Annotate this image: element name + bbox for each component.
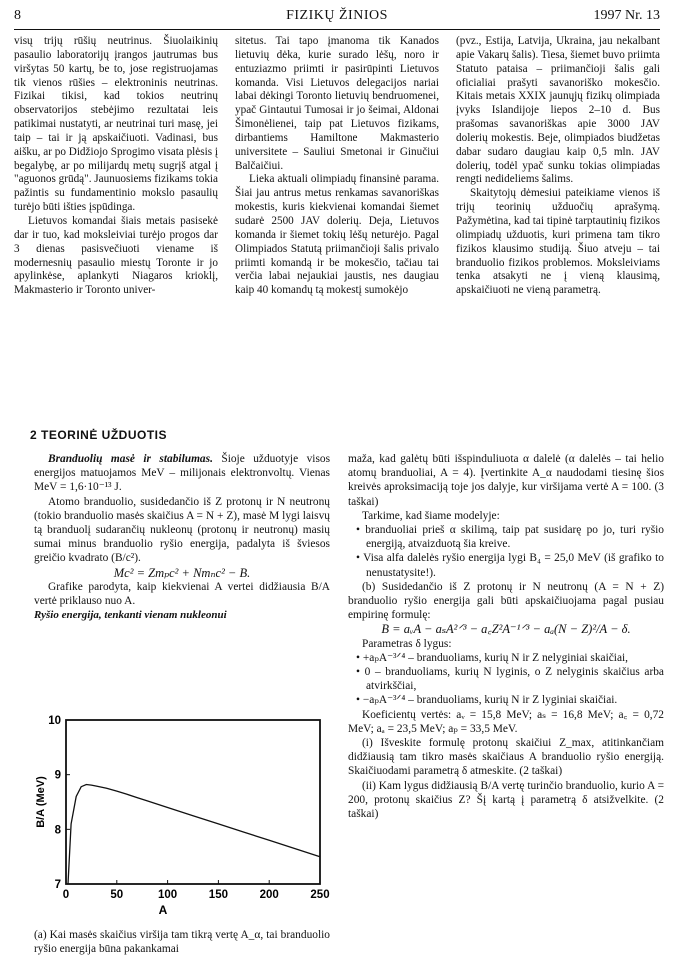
x-tick-label: 50 — [110, 889, 124, 901]
paragraph-heading: Branduolių masė ir stabilumas. — [48, 453, 213, 465]
binding-energy-chart — [34, 712, 330, 924]
caption: (a) Kai masės skaičius viršija tam tikrą vertę A_α, tai branduolio ryšio energija būna pakankamai — [34, 929, 330, 955]
y-tick-label: 9 — [54, 769, 61, 782]
paragraph: (i) Išveskite formulę protonų skaičiui Z_max, atitinkančiam didžiausią tam tikro masės skaičiaus A branduolio ryšio energiją. Skaičiuodami parametrą δ atmeskite. (2 taškai) — [348, 737, 664, 778]
semi-empirical-formula: B = aᵥA − aₛA²ᐟ³ − a꜀Z²A⁻¹ᐟ³ − aₐ(N − Z)²/A − δ. — [381, 622, 631, 637]
paragraph: (b) Susidedančio iš Z protonų ir N neutronų (A = N + Z) branduolio ryšio energija gali būti apskaičiuojama pagal pusiau empirinę formulę: — [348, 580, 664, 622]
y-tick-label: 8 — [54, 824, 61, 837]
list-item: • −aₚA⁻³ᐟ⁴ – branduoliams, kurių N ir Z lyginiai skaičiai. — [356, 694, 618, 707]
top-column-3 — [456, 35, 660, 298]
header-rule — [14, 29, 660, 30]
chart-ticks — [48, 715, 329, 901]
x-tick-label: 0 — [62, 889, 70, 901]
list-item: • 0 – branduoliams, kurių N lyginis, o Z nelyginis skaičius arba atvirkščiai, — [356, 666, 664, 693]
page-number: 8 — [14, 8, 21, 23]
x-tick-label: 250 — [310, 889, 330, 901]
list-item: • +aₚA⁻³ᐟ⁴ – branduoliams, kurių N ir Z nelyginiai skaičiai, — [356, 651, 629, 664]
plot-frame — [66, 720, 320, 884]
x-tick-label: 150 — [208, 889, 228, 901]
y-axis-label: B/A (MeV) — [35, 776, 47, 828]
issue-label: 1997 Nr. 13 — [593, 8, 660, 23]
x-axis-label: A — [158, 903, 168, 917]
right-column — [348, 452, 664, 821]
section-heading: 2 TEORINĖ UŽDUOTIS — [30, 428, 168, 442]
paragraph: Atomo branduolio, susidedančio iš Z protonų ir N neutronų (tokio branduolio masės skaičius A = N + Z), masė M lygi laisvų tą branduolį sudarančių nukleonų (protonų ir neutronų) masių sumai minus branduolio ryšio energija, padalyta iš šviesos greičio kvadrato (B/c²). — [34, 495, 330, 565]
paragraph: (pvz., Estija, Latvija, Ukraina, jau nekalbant apie Vakarų šalis). Tiesa, šiemet buvo priimta Statuto pataisa – priimančioji šalis gali oficialiai prašyti savanoriško mokesčio. Kitais metais XXIX jaunųjų fizikų olimpiada įvyks Islandijoje liepos 2–10 d. Bus prašomas savanoriškas apie 3000 JAV dolerių mokestis. Beje, olimpiados biudžetas dabar sudaro daugiau kaip 0,5 mln. JAV dolerių, todėl ypač sunku tokias olimpiadas rengti nedideliems šalims. — [456, 35, 660, 186]
x-tick-label: 200 — [259, 889, 279, 901]
paragraph: Parametras δ lygus: — [362, 637, 452, 650]
y-tick-label: 10 — [48, 715, 61, 727]
paragraph: Grafike parodyta, kaip kiekvienai A vertei didžiausia B/A vertė priklauso nuo A. — [34, 580, 330, 608]
top-column-2 — [235, 35, 439, 298]
paragraph: Lieka aktuali olimpiadų finansinė parama. Šiai jau antrus metus renkamas savanoriškas mokestis, kuris kiekvienai komandai šiemet sudarė 2500 JAV dolerių. Deja, Lietuvos komanda ir šiemet tokių lėšų neturėjo. Pagal Olimpiados Statutą priimančioji šalis privalo priimti komandą ir be mokesčio, tačiau tai verčia labai nejaukiai jaustis, nes daugiau kaip 40 komandų tą mokestį sumokėjo — [235, 173, 439, 297]
mass-equation: Mc² = Zmₚc² + Nmₙc² − B. — [113, 565, 251, 580]
figure-title: Ryšio energija, tenkanti vienam nukleonui — [34, 609, 227, 622]
binding-energy-curve — [68, 785, 320, 885]
x-tick-label: 100 — [158, 889, 178, 901]
paragraph: Skaitytojų dėmesiui pateikiame vienos iš trijų teorinių užduočių aprašymą. Pažymėtina, kad tai tipinė tarptautinių fizikos olimpiadų užduotis, kuri primena tam tikro fizikos klausimo studiją. Šiuo atveju – tai branduolio fizikos problemos. Moksleiviams tenka atsakyti ne į vieną klausimą, apskaičiuoti ne vieną parametrą. — [456, 187, 660, 297]
paragraph: sitetus. Tai tapo įmanoma tik Kanados lietuvių dėka, kurie surado lėšų, noro ir entuziazmo priimti ir pasirūpinti Lietuvos komanda. Visi Lietuvos delegacijos nariai labai dėkingi Toronto lietuvių bendruomenei, ypač Gintautui Tumosai ir jo šeimai, Aldonai Šimonėlienei, taip pat Lietuvos fizikams, dirbantiems Hamiltone Makmasterio universitete – Sauliui Smetonai ir Ginučiui Balčaičiui. — [235, 35, 439, 172]
journal-title: FIZIKŲ ŽINIOS — [286, 8, 388, 23]
left-column — [34, 452, 330, 622]
paragraph: Koeficientų vertės: aᵥ = 15,8 MeV; aₛ = 16,8 MeV; a꜀ = 0,72 MeV; aₐ = 23,5 MeV; aₚ = 33,5 MeV. — [348, 708, 664, 735]
top-column-1 — [14, 35, 218, 298]
paragraph: Tarkime, kad šiame modelyje: — [362, 509, 500, 522]
y-tick-label: 7 — [54, 879, 61, 891]
paragraph: (ii) Kam lygus didžiausią B/A vertę turinčio branduolio, kurio A = 200, protonų skaičius Z? Šį kartą į parametrą δ atsižvelkite. (2 taškai) — [348, 779, 664, 821]
page-header — [14, 6, 660, 30]
list-item: • branduoliai prieš α skilimą, taip pat susidarę po jo, turi ryšio energiją, atvaizduotą šia kreive. — [356, 524, 664, 551]
paragraph: maža, kad galėtų būti išspinduliuota α dalelė (α dalelės – tai helio atomų branduoliai, A = 4). Įvertinkite A_α naudodami tiesinę šios kreivės aproksimaciją toje jos dalyje, kur viršijama vertė A = 100. (3 taškai) — [348, 453, 664, 508]
paragraph: Šioje užduotyje visos energijos matuojamos MeV – milijonais elektronvoltų. Vienas MeV = 1,6·10⁻¹³ J. — [34, 453, 331, 494]
chart-axes — [66, 720, 320, 884]
list-item: • Visa alfa dalelės ryšio energija lygi B₄ = 25,0 MeV (iš grafiko to nenustatysite!). — [356, 552, 664, 579]
paragraph: Lietuvos komandai šiais metais pasisekė dar ir tuo, kad moksleiviai turėjo progos dar 3 dienas pasisvečiuoti viename iš modernesnių pasaulio miestų Toronte ir jo apylinkėse, aplankyti Niagaros krioklį, Makmasterio ir Toronto univer- — [14, 214, 218, 297]
paragraph: visų trijų rūšių neutrinus. Šiuolaikinių pasaulio laboratorijų įrangos jautrumas bus viršytas 50 kartų, be to, jose registruojamas tik vienos rūšies – elektroninis neutrinas. Fizikai tikisi, kad tokios neutrinų observatorijos stebėjimo rezultatai leis patikimai nustatyti, ar neutrinai turi masę, jei taip – tai ir ją apskaičiuoti. Vadinasi, bus aišku, ar po Didžiojo Sprogimo visata plėsis į begalybę, ar po milijardų metų sugrįš atgal į "aguonos grūdą". Jaunuosiems fizikams tokia pažintis su fundamentinio mokslo pasaulių turėjo būti išties įspūdinga. — [14, 35, 218, 214]
